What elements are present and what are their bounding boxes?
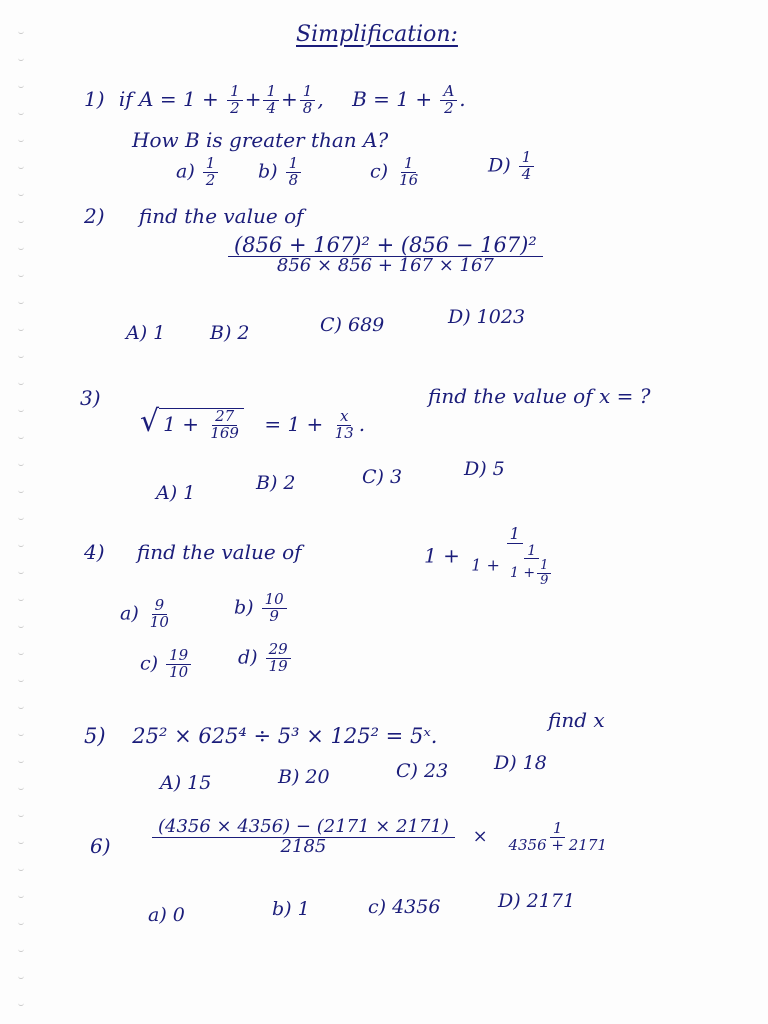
margin-mark — [18, 273, 24, 277]
margin-mark — [18, 435, 24, 439]
margin-mark — [18, 219, 24, 223]
q4-continued-fraction: 1 + 1 1 + 1 1 + $\frac{1}{9}$ — [424, 526, 563, 588]
q5-expression: 25² × 625⁴ ÷ 5³ × 125² = 5ˣ. — [132, 724, 438, 748]
margin-mark — [18, 1002, 24, 1006]
fraction: $\frac{1}{8}$ — [300, 84, 316, 117]
margin-mark — [18, 786, 24, 790]
fraction: $\frac{1}{4}$ — [263, 84, 279, 117]
margin-mark — [18, 84, 24, 88]
margin-mark — [18, 651, 24, 655]
q5-option-c: C) 23 — [396, 760, 449, 782]
margin-mark — [18, 867, 24, 871]
question-number: 1) — [84, 86, 105, 111]
q5-option-b: B) 20 — [278, 766, 330, 788]
q2-numerator: (856 + 167)² + (856 − 167)² — [228, 234, 543, 257]
q1-option-d: D) $\frac{1}{4}$ — [488, 150, 536, 183]
question-4 — [84, 540, 302, 564]
fraction: $\frac{1}{4356 + 2171}$ — [508, 819, 607, 854]
margin-mark — [18, 840, 24, 844]
q6-option-a: a) 0 — [148, 904, 185, 926]
margin-mark — [18, 138, 24, 142]
plus-sign: + — [244, 86, 262, 111]
question-2-text: find the value of — [138, 204, 304, 228]
margin-mark — [18, 597, 24, 601]
fraction: $\frac{A}{2}$ — [440, 84, 457, 117]
q6-expression: $\frac{(4356 \times 4356) - (2171 \times 2171)}{2185}$ × $\frac{1}{4356 + 2171}$ — [150, 818, 612, 857]
q2-option-c: C) 689 — [320, 314, 385, 336]
margin-mark — [18, 516, 24, 520]
q2-denominator: 856 × 856 + 167 × 167 — [276, 255, 494, 277]
q5-option-a: A) 15 — [160, 772, 212, 794]
margin-mark — [18, 678, 24, 682]
fraction — [228, 234, 543, 276]
q3-option-d: D) 5 — [464, 458, 505, 480]
margin-mark — [18, 705, 24, 709]
margin-mark — [18, 381, 24, 385]
question-number: 2) — [84, 204, 105, 228]
question-4-text: find the value of — [136, 540, 302, 564]
notebook-margin — [12, 0, 32, 1024]
margin-mark — [18, 543, 24, 547]
q1-option-c: c) $\frac{1}{16}$ — [370, 154, 419, 189]
q4-option-b: b) $\frac{10}{9}$ — [234, 592, 289, 625]
radicand: 1 + $\frac{27}{169}$ — [159, 408, 244, 442]
q4-option-d: d) $\frac{29}{19}$ — [238, 642, 293, 675]
question-3-text: find the value of x = ? — [428, 384, 651, 408]
margin-mark — [18, 408, 24, 412]
margin-mark — [18, 327, 24, 331]
margin-mark — [18, 57, 24, 61]
margin-mark — [18, 570, 24, 574]
q2-option-d: D) 1023 — [448, 306, 526, 328]
q4-option-c: c) $\frac{19}{10}$ — [140, 648, 193, 681]
q3-option-b: B) 2 — [256, 472, 296, 494]
fraction: 1 1 + 1 1 + $\frac{1}{9}$ — [468, 526, 561, 588]
margin-mark — [18, 948, 24, 952]
q6-option-d: D) 2171 — [498, 890, 576, 912]
q3-expression: √ 1 + $\frac{27}{169}$ = 1 + $\frac{x}{13}$ . — [140, 404, 366, 442]
question-1: 1) if A = 1 + $\frac{1}{2}$ + $\frac{1}{4}$ + $\frac{1}{8}$ , B = 1 + $\frac{A}{2}$ . — [84, 82, 466, 117]
margin-mark — [18, 894, 24, 898]
margin-mark — [18, 30, 24, 34]
q6-numerator: (4356 × 4356) − (2171 × 2171) — [152, 818, 455, 838]
margin-mark — [18, 975, 24, 979]
margin-mark — [18, 462, 24, 466]
question-5-text: find x — [548, 708, 605, 732]
q4-option-a: a) $\frac{9}{10}$ — [120, 596, 169, 631]
question-5 — [84, 724, 437, 748]
q2-option-b: B) 2 — [210, 322, 250, 344]
margin-mark — [18, 921, 24, 925]
q6-option-c: c) 4356 — [368, 896, 441, 918]
fraction: $\frac{1}{2}$ — [227, 84, 243, 117]
margin-mark — [18, 165, 24, 169]
q3-option-a: A) 1 — [156, 482, 196, 504]
q2-option-a: A) 1 — [126, 322, 166, 344]
margin-mark — [18, 489, 24, 493]
q6-option-b: b) 1 — [272, 898, 310, 920]
question-2 — [84, 204, 304, 228]
q3-option-c: C) 3 — [362, 466, 403, 488]
a-definition-lead: if A = 1 + — [118, 86, 219, 111]
margin-mark — [18, 246, 24, 250]
page-title: Simplification: — [296, 22, 458, 47]
sqrt-symbol: √ — [140, 404, 160, 439]
q1-option-a: a) $\frac{1}{2}$ — [176, 156, 220, 189]
question-1-text: How B is greater than A? — [132, 128, 389, 152]
fraction — [152, 818, 455, 857]
question-number: 3) — [80, 386, 101, 410]
margin-mark — [18, 732, 24, 736]
margin-mark — [18, 300, 24, 304]
question-number: 5) — [84, 724, 106, 748]
margin-mark — [18, 354, 24, 358]
margin-mark — [18, 192, 24, 196]
plus-sign: + — [281, 86, 298, 111]
margin-mark — [18, 624, 24, 628]
margin-mark — [18, 759, 24, 763]
q1-option-b: b) $\frac{1}{8}$ — [258, 156, 303, 189]
question-number: 6) — [90, 834, 111, 858]
b-definition-lead: B = 1 + — [352, 86, 433, 111]
q5-option-d: D) 18 — [494, 752, 547, 774]
margin-mark — [18, 813, 24, 817]
margin-mark — [18, 111, 24, 115]
q6-denominator: 2185 — [280, 835, 327, 857]
q2-expression — [226, 234, 545, 276]
question-number: 4) — [84, 540, 105, 564]
